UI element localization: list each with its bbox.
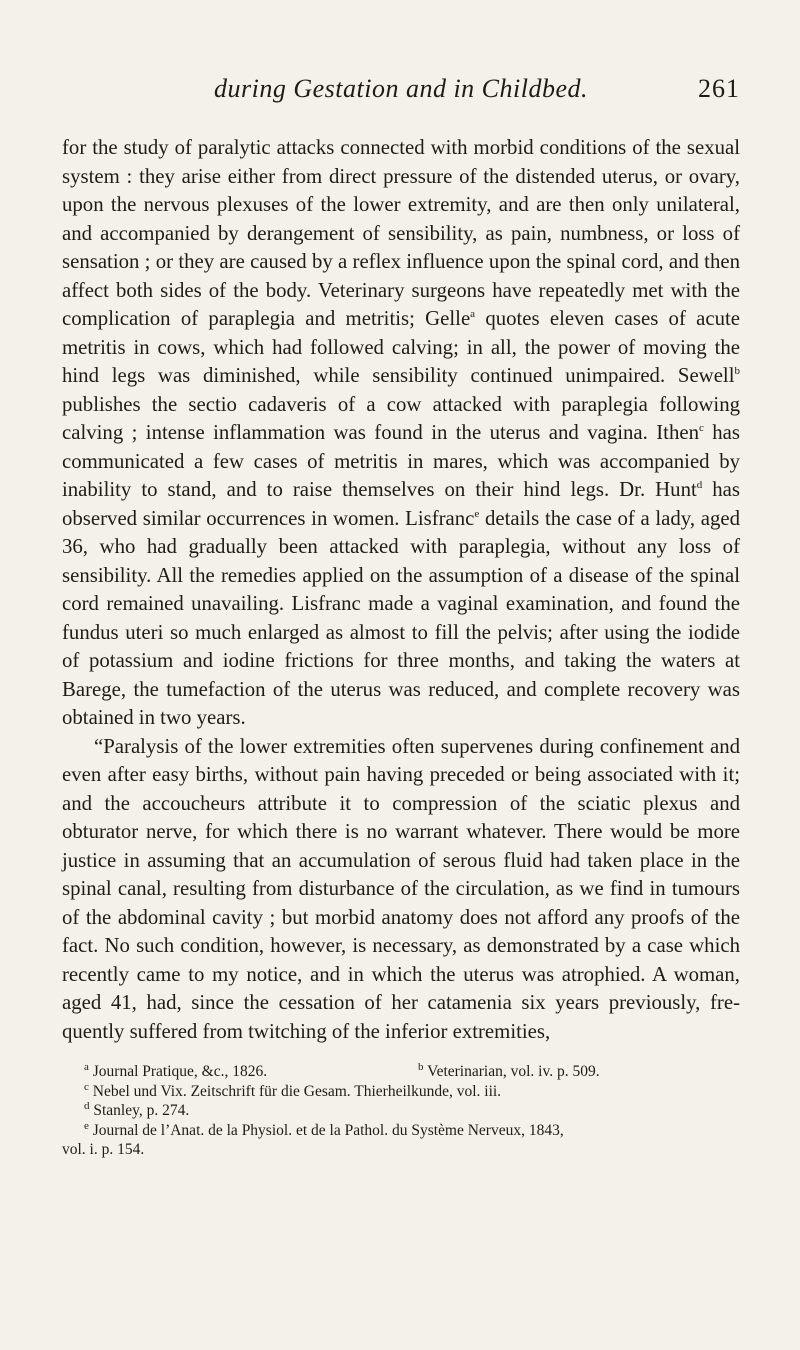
footnote-ref-e: e (474, 507, 480, 520)
footnote-a (84, 1060, 268, 1080)
footnote-e (62, 1121, 740, 1141)
footnote-b (418, 1062, 600, 1082)
text-segment: has communicated a few cases of metritis in mares, which was accompanied by inability to stand, and to raise themselves on their hind legs. Dr. Hunt (62, 421, 740, 501)
footnote-ref-c: c (698, 422, 704, 435)
footnote-ref-a: a (470, 308, 476, 321)
page-number: 261 (698, 74, 740, 103)
running-header (62, 74, 740, 114)
footnote-mark-a: a (84, 1060, 89, 1073)
footnote-ref-b: b (734, 365, 740, 378)
paragraph-2: “Paralysis of the lower extremities often supervenes during confinement and even after easy births, without pain having preceded or being associated with it; and the accoucheurs attribute it to compression of the sciatic plexus and obturator nerve, for which there is no warrant whatever. There would be more justice in assuming that an accumulation of serous fluid had taken place in the spinal canal, resulting from disturbance of the circulation, as we find in tumours of the abdominal cavity ; but morbid anatomy does not afford any proofs of the fact. No such condition, however, is necessary, as demonstrated by a case which recently came to my notice, and in which the uterus was atrophied. A woman, aged 41, had, since the cessation of her catamenia six years previously, frequently suffered from twitching of the inferior extremities, (62, 734, 740, 1043)
footnotes (62, 1062, 740, 1160)
footnote-ref-d: d (696, 479, 703, 492)
footnote-text-c: Nebel und Vix. Zeitschrift für die Gesam. Thierheilkunde, vol. iii. (92, 1082, 502, 1100)
footnote-text-b: Veterinarian, vol. iv. p. 509. (427, 1063, 600, 1080)
footnote-text-e: Journal de l’Anat. de la Physiol. et de la Pathol. du Système Nerveux, 1843, (92, 1121, 564, 1139)
footnote-mark-e: e (84, 1119, 89, 1132)
footnote-c (62, 1082, 740, 1102)
text-segment: has observed similar occurrences in women. Lisfranc (62, 478, 740, 530)
paragraph-1 (62, 134, 740, 733)
footnote-text-a: Journal Pratique, &c., 1826. (92, 1063, 268, 1080)
footnote-d (62, 1101, 740, 1121)
text-segment: publishes the sectio cadaveris of a cow attacked with paraplegia following calving ; intense inflammation was found in the uterus and vagina. Ithen (62, 392, 740, 444)
footnote-row-ab (62, 1062, 740, 1082)
text-segment: details the case of a lady, aged 36, who had gradually been attacked with paraplegia, without any loss of sensibility. All the remedies applied on the assumption of a disease of the spinal cord remained unavailing. Lisfranc made a vaginal examination, and found the fundus uteri so much enlarged as almost to fill the pelvis; after using the iodide of potassium and iodine frictions for three months, and taking the waters at Barege, the tumefaction of the uterus was reduced, and complete recovery was obtained in two years. (62, 506, 740, 729)
text-segment: quotes eleven cases of acute metritis in cows, which had followed calving; in all, the power of moving the hind legs was diminished, while sensibility continued unimpaired. Sewell (62, 307, 740, 387)
footnote-mark-b: b (418, 1060, 424, 1073)
footnote-mark-c: c (84, 1080, 89, 1093)
running-title: during Gestation and in Childbed. (214, 74, 588, 103)
book-page (62, 74, 740, 1160)
footnote-e-continuation: vol. i. p. 154. (62, 1141, 145, 1158)
footnote-mark-d: d (84, 1099, 90, 1112)
text-segment: for the study of paralytic attacks connected with morbid conditions of the sexual system : they arise either from direct pressure of the distended uterus, or ovary, upon the nervous plexuses of the lower extremity, and are then only unilateral, and accompanied by derangement of sensibility, as pain, numbness, or loss of sensation ; or they are caused by a reflex influence upon the spinal cord, and then affect both sides of the body. Veterinary surgeons have repeatedly met with the complication of paraplegia and metritis; Gelle (62, 136, 740, 330)
footnote-text-d: Stanley, p. 274. (93, 1102, 190, 1119)
body-text (62, 134, 740, 1046)
